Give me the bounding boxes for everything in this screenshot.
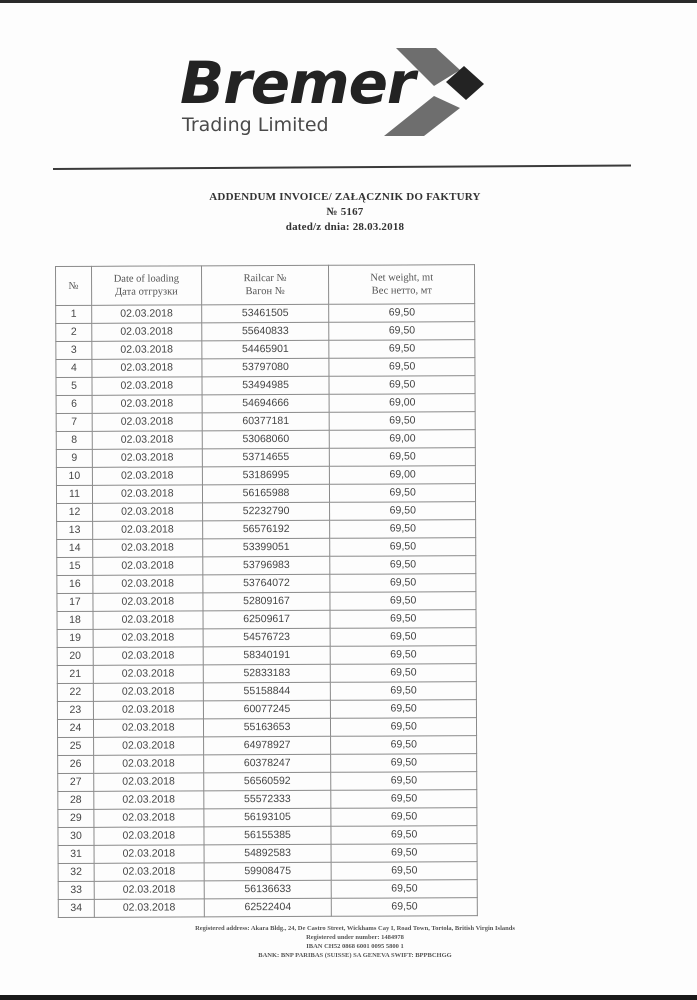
cell-no: 34 bbox=[58, 899, 94, 917]
cell-date: 02.03.2018 bbox=[92, 467, 202, 485]
cell-weight: 69,50 bbox=[331, 772, 477, 791]
cell-weight: 69,50 bbox=[330, 502, 476, 521]
cell-no: 26 bbox=[58, 755, 94, 773]
cell-weight: 69,50 bbox=[329, 358, 475, 377]
table-row bbox=[58, 736, 477, 756]
cell-weight: 69,50 bbox=[329, 340, 475, 359]
cell-date: 02.03.2018 bbox=[92, 323, 202, 341]
document-title: ADDENDUM INVOICE/ ZAŁĄCZNIK DO FAKTURY bbox=[209, 191, 481, 203]
table-row bbox=[56, 466, 475, 486]
cell-date: 02.03.2018 bbox=[92, 395, 202, 413]
page-bottom-edge bbox=[0, 995, 697, 1000]
table-row bbox=[56, 484, 475, 504]
cell-date: 02.03.2018 bbox=[92, 431, 202, 449]
cell-weight: 69,00 bbox=[329, 394, 475, 413]
footer-registration: Registered under number: 1484978 bbox=[306, 934, 404, 941]
table-row bbox=[56, 430, 475, 450]
logo-chevron-bottom bbox=[384, 96, 460, 136]
cell-date: 02.03.2018 bbox=[93, 521, 203, 539]
cell-railcar: 62509617 bbox=[203, 610, 331, 629]
cell-weight: 69,50 bbox=[329, 304, 475, 323]
cell-railcar: 56560592 bbox=[203, 772, 331, 791]
cell-date: 02.03.2018 bbox=[93, 683, 203, 701]
cell-weight: 69,50 bbox=[331, 682, 477, 701]
cell-date: 02.03.2018 bbox=[93, 611, 203, 629]
cell-no: 3 bbox=[56, 341, 92, 359]
cell-no: 9 bbox=[56, 449, 92, 467]
cell-railcar: 54694666 bbox=[202, 394, 330, 413]
table-row bbox=[57, 538, 476, 558]
cell-no: 25 bbox=[58, 737, 94, 755]
cell-weight: 69,50 bbox=[331, 790, 477, 809]
cell-no: 14 bbox=[57, 539, 93, 557]
cell-no: 19 bbox=[57, 629, 93, 647]
cell-railcar: 64978927 bbox=[203, 736, 331, 755]
cell-date: 02.03.2018 bbox=[93, 575, 203, 593]
cell-no: 23 bbox=[57, 701, 93, 719]
cell-no: 16 bbox=[57, 575, 93, 593]
cell-date: 02.03.2018 bbox=[92, 413, 202, 431]
cell-railcar: 60377181 bbox=[202, 412, 330, 431]
cell-weight: 69,50 bbox=[329, 322, 475, 341]
cell-weight: 69,50 bbox=[331, 718, 477, 737]
cell-no: 33 bbox=[58, 881, 94, 899]
cell-railcar: 60378247 bbox=[203, 754, 331, 773]
table-row bbox=[56, 340, 475, 360]
table-row bbox=[57, 718, 476, 738]
cell-weight: 69,50 bbox=[330, 628, 476, 647]
cell-weight: 69,50 bbox=[331, 700, 477, 719]
table-row bbox=[56, 358, 475, 378]
col-header-railcar-ru: Вагон № bbox=[245, 285, 285, 298]
cell-date: 02.03.2018 bbox=[92, 341, 202, 359]
table-row bbox=[58, 898, 477, 918]
cell-date: 02.03.2018 bbox=[92, 305, 202, 323]
cell-no: 2 bbox=[56, 323, 92, 341]
cell-weight: 69,50 bbox=[331, 736, 477, 755]
table-row bbox=[58, 772, 477, 792]
footer-address: Registered address: Akara Bldg., 24, De Castro Street, Wickhams Cay I, Road Town, Tortola, British Virgin Islands bbox=[195, 925, 515, 932]
header-divider bbox=[53, 164, 631, 170]
cell-date: 02.03.2018 bbox=[94, 881, 204, 899]
table-row bbox=[58, 808, 477, 828]
col-header-weight bbox=[329, 265, 475, 305]
cell-weight: 69,50 bbox=[332, 880, 478, 899]
table-row bbox=[58, 790, 477, 810]
cell-date: 02.03.2018 bbox=[94, 863, 204, 881]
cell-weight: 69,50 bbox=[330, 448, 476, 467]
table-row bbox=[57, 646, 476, 666]
cell-date: 02.03.2018 bbox=[92, 485, 202, 503]
cell-date: 02.03.2018 bbox=[93, 539, 203, 557]
cell-no: 1 bbox=[56, 305, 92, 323]
cell-date: 02.03.2018 bbox=[92, 503, 202, 521]
cell-no: 8 bbox=[56, 431, 92, 449]
col-header-weight-en: Net weight, mt bbox=[370, 272, 434, 284]
logo-chevron-icon bbox=[376, 48, 488, 138]
table-row bbox=[57, 592, 476, 612]
table-row bbox=[56, 304, 475, 324]
cell-railcar: 53494985 bbox=[202, 376, 330, 395]
railcar-table bbox=[55, 264, 478, 918]
cell-no: 29 bbox=[58, 809, 94, 827]
cell-railcar: 56155385 bbox=[204, 826, 332, 845]
cell-railcar: 53764072 bbox=[203, 574, 331, 593]
table-body bbox=[56, 304, 478, 918]
cell-date: 02.03.2018 bbox=[92, 359, 202, 377]
table-row bbox=[57, 664, 476, 684]
cell-weight: 69,50 bbox=[331, 664, 477, 683]
cell-railcar: 55163653 bbox=[203, 718, 331, 737]
logo-wordmark: Bremer bbox=[180, 49, 415, 117]
col-header-date-en: Date of loading bbox=[113, 273, 180, 285]
col-header-weight-ru: Вес нетто, мт bbox=[371, 285, 432, 297]
cell-date: 02.03.2018 bbox=[94, 809, 204, 827]
cell-weight: 69,50 bbox=[330, 484, 476, 503]
cell-no: 11 bbox=[56, 485, 92, 503]
table-row bbox=[58, 844, 477, 864]
col-header-date-ru: Дата отгрузки bbox=[114, 286, 178, 298]
cell-no: 17 bbox=[57, 593, 93, 611]
table-row bbox=[58, 826, 477, 846]
table-row bbox=[56, 322, 475, 342]
cell-no: 13 bbox=[57, 521, 93, 539]
cell-railcar: 52809167 bbox=[203, 592, 331, 611]
cell-weight: 69,50 bbox=[331, 754, 477, 773]
invoice-number: № 5167 bbox=[326, 206, 364, 218]
cell-railcar: 54465901 bbox=[202, 340, 330, 359]
cell-railcar: 54892583 bbox=[204, 844, 332, 863]
cell-no: 18 bbox=[57, 611, 93, 629]
cell-weight: 69,50 bbox=[330, 556, 476, 575]
cell-railcar: 56136633 bbox=[204, 880, 332, 899]
cell-date: 02.03.2018 bbox=[93, 665, 203, 683]
cell-no: 12 bbox=[57, 503, 93, 521]
table-row bbox=[58, 754, 477, 774]
cell-date: 02.03.2018 bbox=[93, 701, 203, 719]
table-row bbox=[57, 610, 476, 630]
cell-no: 20 bbox=[57, 647, 93, 665]
cell-weight: 69,50 bbox=[331, 646, 477, 665]
cell-date: 02.03.2018 bbox=[92, 377, 202, 395]
logo-tagline: Trading Limited bbox=[182, 114, 329, 136]
cell-railcar: 52833183 bbox=[203, 664, 331, 683]
col-header-railcar-en: Railcar № bbox=[243, 272, 287, 285]
company-logo bbox=[178, 48, 488, 143]
col-header-date bbox=[91, 266, 201, 305]
cell-weight: 69,50 bbox=[330, 592, 476, 611]
cell-no: 24 bbox=[57, 719, 93, 737]
cell-no: 15 bbox=[57, 557, 93, 575]
cell-weight: 69,50 bbox=[329, 376, 475, 395]
cell-railcar: 54576723 bbox=[203, 628, 331, 647]
cell-date: 02.03.2018 bbox=[93, 719, 203, 737]
table-row bbox=[57, 682, 476, 702]
cell-railcar: 55572333 bbox=[203, 790, 331, 809]
table-row bbox=[57, 574, 476, 594]
cell-railcar: 53797080 bbox=[202, 358, 330, 377]
cell-weight: 69,00 bbox=[330, 466, 476, 485]
table-row bbox=[56, 448, 475, 468]
table-row bbox=[58, 862, 477, 882]
cell-railcar: 56576192 bbox=[202, 520, 330, 539]
cell-railcar: 53399051 bbox=[202, 538, 330, 557]
cell-weight: 69,50 bbox=[331, 844, 477, 863]
cell-railcar: 52232790 bbox=[202, 502, 330, 521]
cell-railcar: 53796983 bbox=[202, 556, 330, 575]
cell-date: 02.03.2018 bbox=[94, 845, 204, 863]
cell-date: 02.03.2018 bbox=[94, 827, 204, 845]
table-row bbox=[56, 412, 475, 432]
cell-railcar: 53068060 bbox=[202, 430, 330, 449]
col-header-railcar bbox=[201, 265, 329, 305]
cell-no: 4 bbox=[56, 359, 92, 377]
cell-date: 02.03.2018 bbox=[93, 629, 203, 647]
cell-railcar: 62522404 bbox=[204, 898, 332, 917]
cell-date: 02.03.2018 bbox=[92, 449, 202, 467]
table-row bbox=[56, 394, 475, 414]
cell-no: 22 bbox=[57, 683, 93, 701]
cell-no: 30 bbox=[58, 827, 94, 845]
table-row bbox=[58, 880, 477, 900]
table-row bbox=[57, 628, 476, 648]
cell-railcar: 55640833 bbox=[201, 322, 329, 341]
cell-no: 7 bbox=[56, 413, 92, 431]
table-row bbox=[57, 556, 476, 576]
table-header-row bbox=[56, 265, 475, 306]
cell-weight: 69,50 bbox=[332, 898, 478, 917]
company-footer bbox=[110, 924, 600, 960]
cell-railcar: 53714655 bbox=[202, 448, 330, 467]
cell-weight: 69,00 bbox=[330, 430, 476, 449]
cell-railcar: 56165988 bbox=[202, 484, 330, 503]
cell-railcar: 53461505 bbox=[201, 304, 329, 323]
cell-date: 02.03.2018 bbox=[93, 647, 203, 665]
footer-bank: BANK: BNP PARIBAS (SUISSE) SA GENEVA SWIFT: BPPBCHGG bbox=[258, 952, 452, 959]
document-title-block bbox=[150, 190, 540, 235]
cell-date: 02.03.2018 bbox=[94, 899, 204, 917]
cell-date: 02.03.2018 bbox=[93, 593, 203, 611]
cell-date: 02.03.2018 bbox=[94, 755, 204, 773]
footer-iban: IBAN CH52 0868 6001 0095 5800 1 bbox=[306, 943, 404, 950]
invoice-date: dated/z dnia: 28.03.2018 bbox=[285, 221, 405, 233]
cell-weight: 69,50 bbox=[330, 574, 476, 593]
cell-no: 28 bbox=[58, 791, 94, 809]
cell-no: 27 bbox=[58, 773, 94, 791]
table-row bbox=[57, 502, 476, 522]
table-row bbox=[57, 520, 476, 540]
cell-date: 02.03.2018 bbox=[94, 791, 204, 809]
cell-weight: 69,50 bbox=[331, 826, 477, 845]
cell-weight: 69,50 bbox=[330, 538, 476, 557]
cell-no: 10 bbox=[56, 467, 92, 485]
cell-railcar: 59908475 bbox=[204, 862, 332, 881]
cell-railcar: 55158844 bbox=[203, 682, 331, 701]
cell-date: 02.03.2018 bbox=[94, 773, 204, 791]
cell-no: 32 bbox=[58, 863, 94, 881]
table-row bbox=[57, 700, 476, 720]
cell-date: 02.03.2018 bbox=[93, 737, 203, 755]
table-row bbox=[56, 376, 475, 396]
cell-railcar: 53186995 bbox=[202, 466, 330, 485]
cell-railcar: 58340191 bbox=[203, 646, 331, 665]
cell-no: 5 bbox=[56, 377, 92, 395]
cell-weight: 69,50 bbox=[331, 808, 477, 827]
cell-date: 02.03.2018 bbox=[93, 557, 203, 575]
cell-no: 21 bbox=[57, 665, 93, 683]
cell-railcar: 56193105 bbox=[204, 808, 332, 827]
cell-no: 31 bbox=[58, 845, 94, 863]
cell-weight: 69,50 bbox=[331, 862, 477, 881]
cell-weight: 69,50 bbox=[330, 610, 476, 629]
cell-weight: 69,50 bbox=[330, 412, 476, 431]
cell-no: 6 bbox=[56, 395, 92, 413]
col-header-no: № bbox=[56, 266, 92, 305]
cell-weight: 69,50 bbox=[330, 520, 476, 539]
page-top-edge bbox=[0, 0, 697, 3]
cell-railcar: 60077245 bbox=[203, 700, 331, 719]
